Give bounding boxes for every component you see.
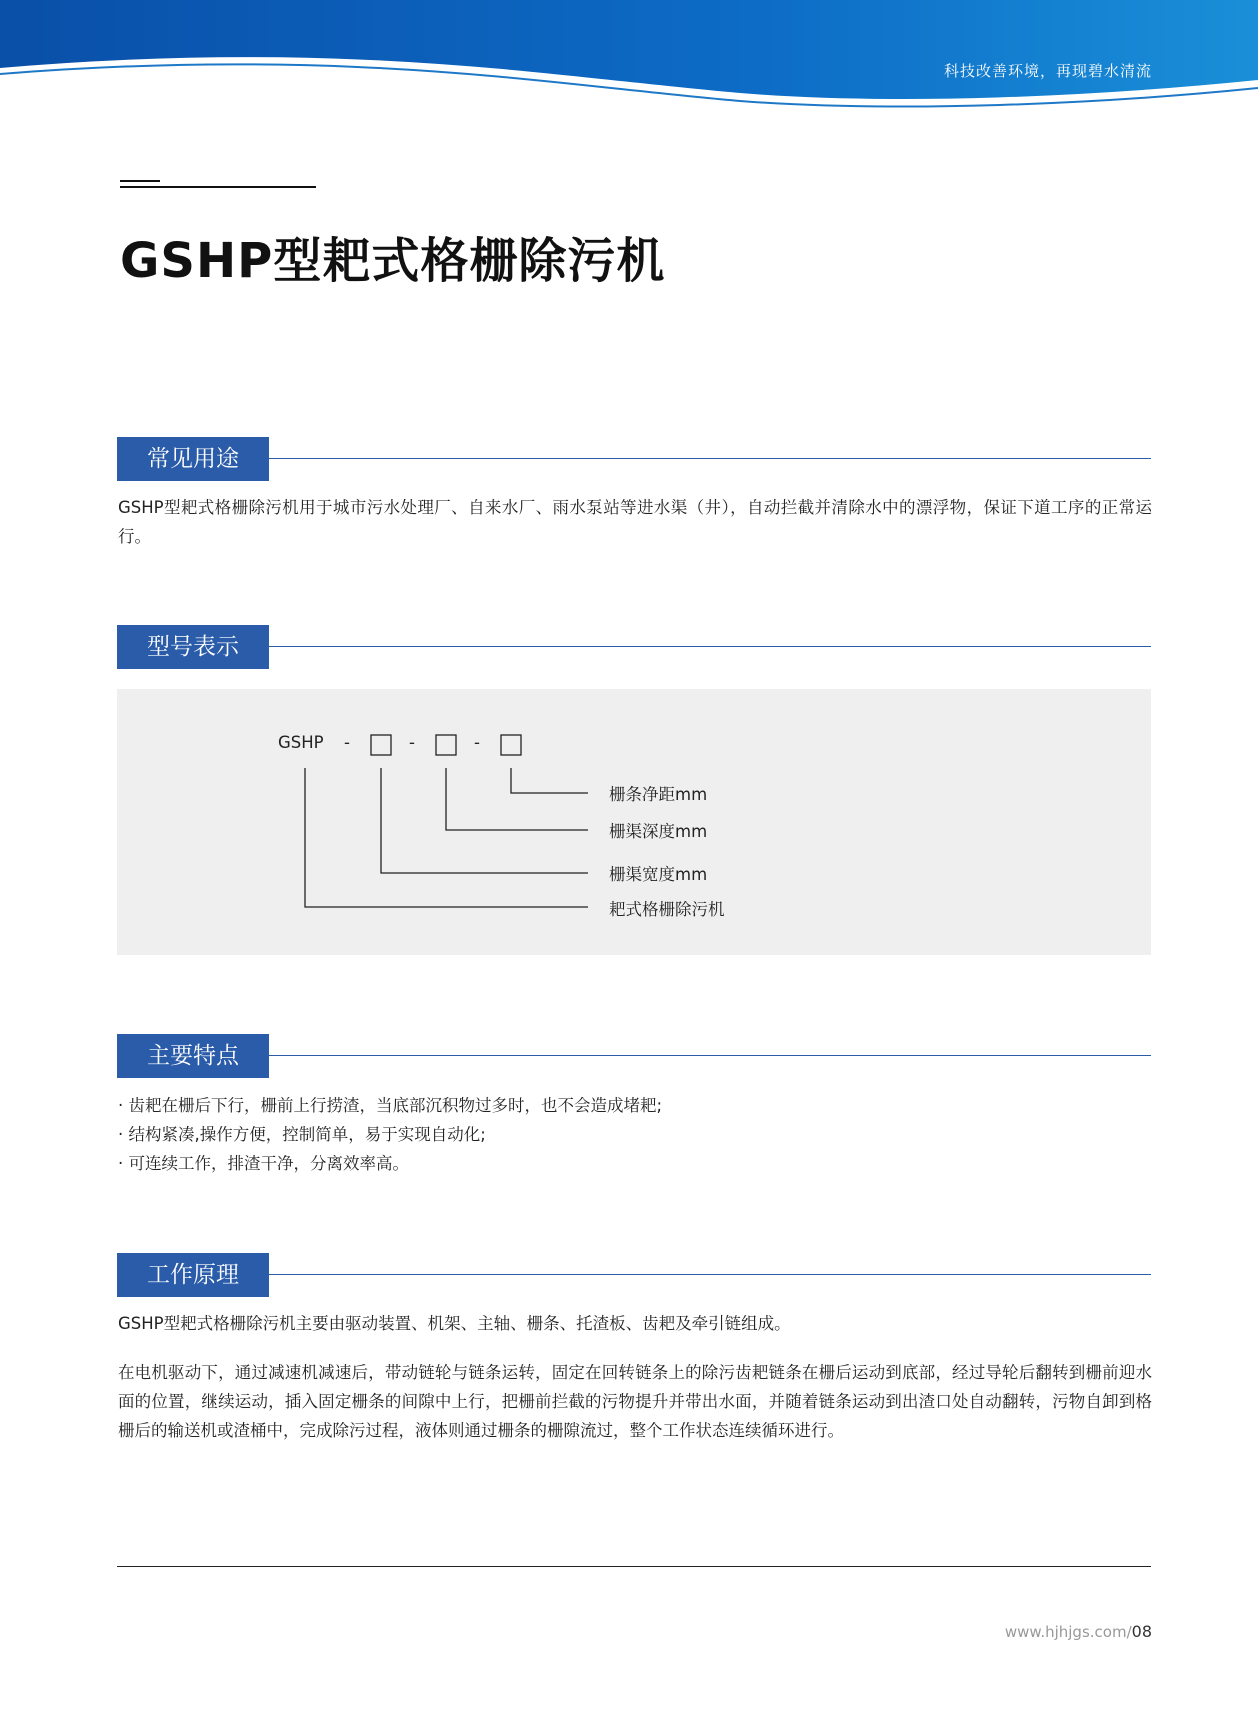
model-box-spacing bbox=[501, 735, 521, 755]
section-features-header bbox=[117, 1034, 1151, 1078]
list-item: · 齿耙在栅后下行，栅前上行捞渣，当底部沉积物过多时，也不会造成堵耙; bbox=[118, 1096, 663, 1115]
title-accent-line bbox=[120, 180, 160, 182]
section-usage-heading: 常见用途 bbox=[117, 437, 269, 481]
usage-text: GSHP型耙式格栅除污机用于城市污水处理厂、自来水厂、雨水泵站等进水渠（井），自动拦截并清除水中的漂浮物，保证下道工序的正常运行。 bbox=[118, 498, 1152, 546]
section-divider bbox=[269, 646, 1151, 647]
section-principle-header bbox=[117, 1253, 1151, 1297]
list-item: · 可连续工作，排渣干净，分离效率高。 bbox=[118, 1154, 409, 1173]
label-bar-spacing: 栅条净距mm bbox=[609, 785, 708, 804]
label-channel-width: 栅渠宽度mm bbox=[609, 865, 708, 884]
model-dash: - bbox=[409, 733, 415, 752]
section-divider bbox=[269, 458, 1151, 459]
model-box-depth bbox=[436, 735, 456, 755]
label-machine-type: 耙式格栅除污机 bbox=[609, 900, 725, 919]
header-wave-banner bbox=[0, 0, 1258, 115]
header-slogan: 科技改善环境，再现碧水清流 bbox=[943, 62, 1152, 80]
page-number: 08 bbox=[1131, 1622, 1152, 1641]
section-model-header bbox=[117, 625, 1151, 669]
title-rule bbox=[120, 186, 316, 188]
page-title: GSHP型耙式格栅除污机 bbox=[120, 233, 666, 289]
section-principle-heading: 工作原理 bbox=[117, 1253, 269, 1297]
section-features-heading: 主要特点 bbox=[117, 1034, 269, 1078]
model-code: GSHP bbox=[278, 733, 324, 752]
leader-line-width bbox=[381, 768, 588, 873]
footer-url[interactable]: www.hjhjgs.com/ bbox=[1004, 1623, 1132, 1641]
section-divider bbox=[269, 1274, 1151, 1275]
list-item: · 结构紧凑,操作方便，控制简单，易于实现自动化; bbox=[118, 1125, 486, 1144]
principle-text-1: GSHP型耙式格栅除污机主要由驱动装置、机架、主轴、栅条、托渣板、齿耙及牵引链组成。 bbox=[118, 1314, 791, 1333]
leader-line-depth bbox=[446, 768, 588, 830]
model-dash: - bbox=[344, 733, 350, 752]
section-model-heading: 型号表示 bbox=[117, 625, 269, 669]
footer bbox=[1005, 1622, 1152, 1641]
model-dash: - bbox=[474, 733, 480, 752]
section-divider bbox=[269, 1055, 1151, 1056]
label-channel-depth: 栅渠深度mm bbox=[609, 822, 708, 841]
leader-line-spacing bbox=[511, 768, 588, 793]
footer-rule bbox=[117, 1566, 1151, 1567]
model-diagram-box bbox=[117, 689, 1151, 955]
model-box-width bbox=[371, 735, 391, 755]
principle-text-2: 在电机驱动下，通过减速机减速后，带动链轮与链条运转，固定在回转链条上的除污齿耙链条在栅后运动到底部，经过导轮后翻转到栅前迎水面的位置，继续运动，插入固定栅条的间隙中上行，把栅前拦截的污物提升并带出水面，并随着链条运动到出渣口处自动翻转，污物自卸到格栅后的输送机或渣桶中，完成除污过程，液体则通过栅条的栅隙流过，整个工作状态连续循环进行。 bbox=[118, 1363, 1152, 1440]
section-usage-header bbox=[117, 437, 1151, 481]
features-list bbox=[118, 1091, 1152, 1178]
